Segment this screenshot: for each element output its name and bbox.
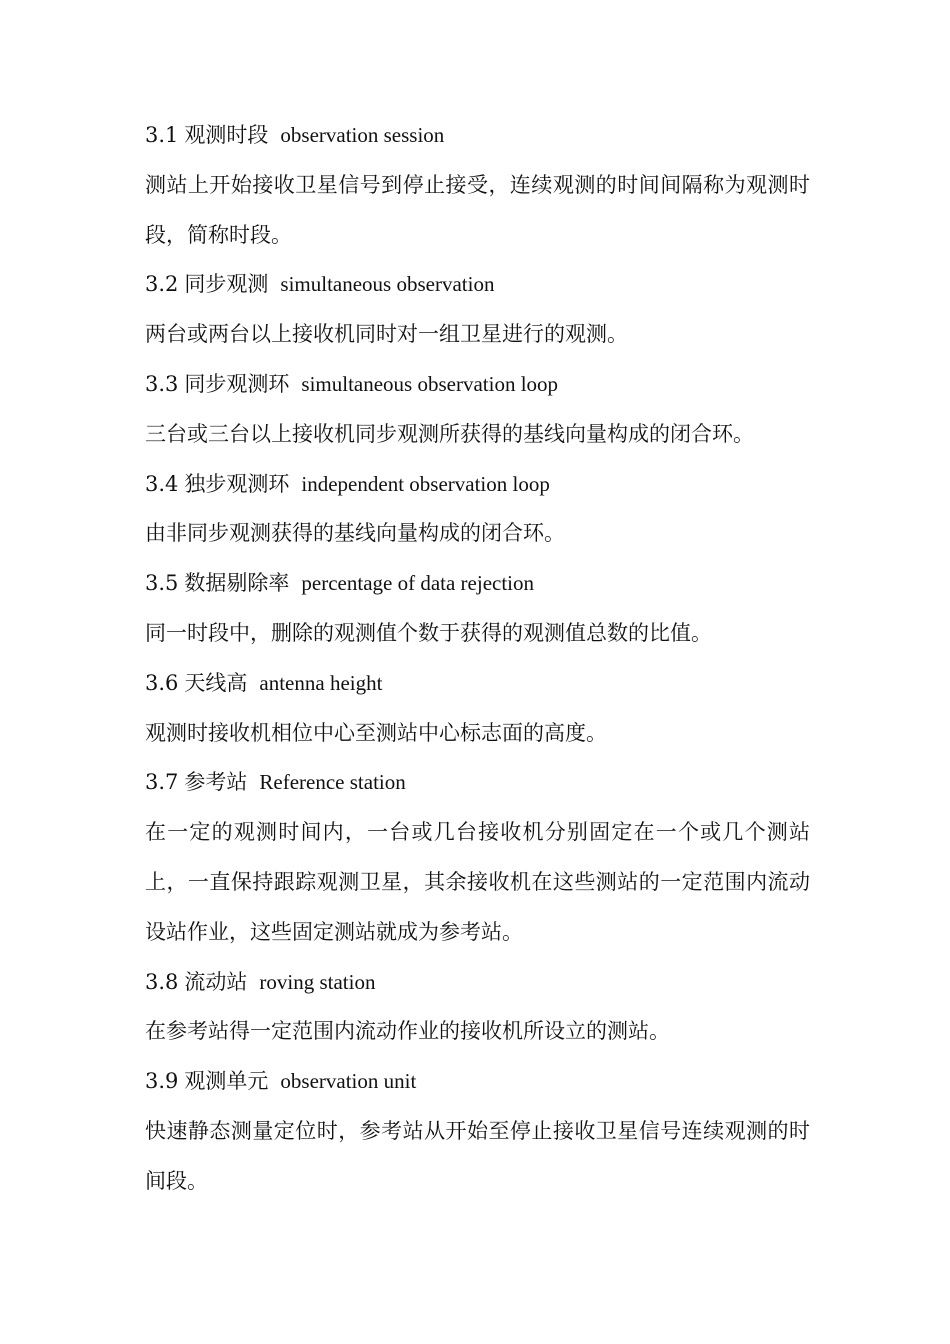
term-chinese-name: 同步观测环 — [184, 371, 290, 396]
term-definition: 由非同步观测获得的基线向量构成的闭合环。 — [145, 521, 565, 546]
term-english-name: Reference station — [259, 770, 406, 795]
term-heading — [145, 1057, 810, 1107]
term-english-name: observation unit — [280, 1069, 417, 1094]
term-definition: 观测时接收机相位中心至测站中心标志面的高度。 — [145, 720, 607, 745]
term-heading — [145, 958, 810, 1008]
term-english-name: simultaneous observation — [280, 272, 495, 297]
term-english-name: independent observation loop — [301, 471, 550, 496]
term-chinese-name: 流动站 — [184, 969, 248, 994]
term-heading — [145, 758, 810, 808]
term-definition: 在一定的观测时间内，一台或几台接收机分别固定在一个或几个测站上，一直保持跟踪观测卫星，其余接收机在这些测站的一定范围内流动设站作业，这些固定测站就成为参考站。 — [145, 820, 810, 944]
term-number: 3.6 — [145, 670, 179, 695]
term-english-name: observation session — [280, 123, 445, 147]
term-definition: 同一时段中，删除的观测值个数于获得的观测值总数的比值。 — [145, 620, 712, 645]
term-chinese-name: 观测单元 — [184, 1069, 269, 1094]
term-number: 3.3 — [145, 371, 179, 396]
term-heading — [145, 559, 810, 609]
term-chinese-name: 数据剔除率 — [184, 571, 290, 596]
term-english-name: simultaneous observation loop — [301, 371, 559, 396]
term-chinese-name: 观测时段 — [184, 123, 269, 147]
term-number: 3.1 — [145, 123, 179, 147]
term-english-name: antenna height — [259, 670, 383, 695]
term-english-name: percentage of data rejection — [301, 571, 535, 596]
term-heading — [145, 360, 810, 410]
term-number: 3.7 — [145, 770, 179, 795]
term-definition: 两台或两台以上接收机同时对一组卫星进行的观测。 — [145, 322, 628, 347]
term-chinese-name: 独步观测环 — [184, 471, 290, 496]
term-heading — [145, 460, 810, 510]
term-chinese-name: 参考站 — [184, 770, 248, 795]
term-definition: 测站上开始接收卫星信号到停止接受，连续观测的时间间隔称为观测时段，简称时段。 — [145, 172, 810, 247]
term-english-name: roving station — [259, 969, 376, 994]
term-heading — [145, 111, 810, 161]
term-chinese-name: 同步观测 — [184, 272, 269, 297]
term-chinese-name: 天线高 — [184, 670, 248, 695]
term-number: 3.9 — [145, 1069, 179, 1094]
term-heading — [145, 260, 810, 310]
term-heading — [145, 659, 810, 709]
term-definition: 快速静态测量定位时，参考站从开始至停止接收卫星信号连续观测的时间段。 — [145, 1118, 810, 1193]
term-number: 3.2 — [145, 272, 179, 297]
term-number: 3.5 — [145, 571, 179, 596]
term-number: 3.8 — [145, 969, 179, 994]
term-definition: 三台或三台以上接收机同步观测所获得的基线向量构成的闭合环。 — [145, 421, 754, 446]
term-number: 3.4 — [145, 471, 179, 496]
terms-list — [145, 111, 810, 1207]
term-definition: 在参考站得一定范围内流动作业的接收机所设立的测站。 — [145, 1019, 670, 1044]
